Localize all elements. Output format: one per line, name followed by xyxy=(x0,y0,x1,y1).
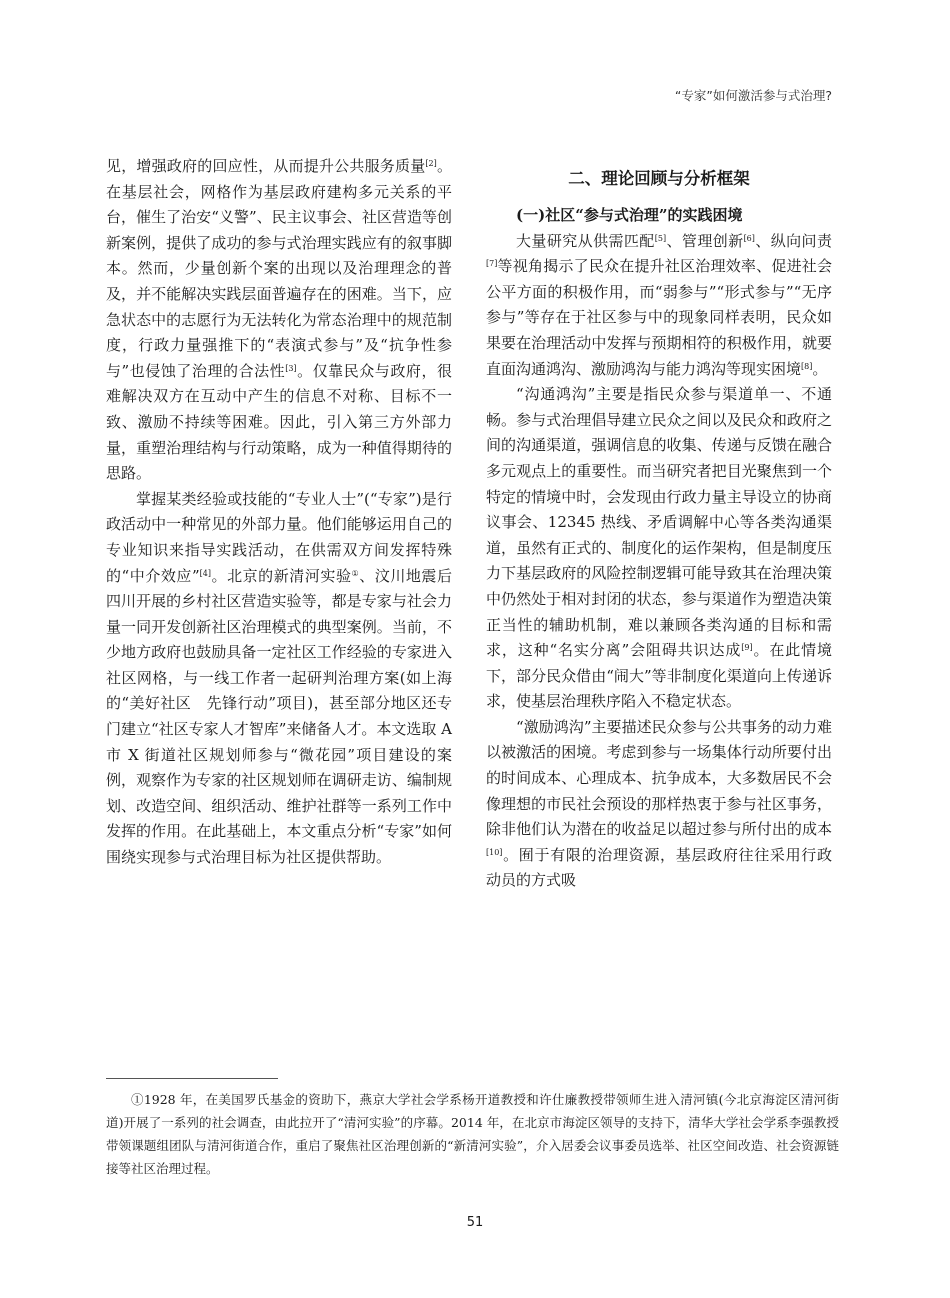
page-number: 51 xyxy=(466,1215,484,1230)
citation: [4] xyxy=(199,568,211,578)
citation: [8] xyxy=(801,361,813,371)
citation: [2] xyxy=(425,159,437,168)
paragraph: “沟通鸿沟”主要是指民众参与渠道单一、不通畅。参与式治理倡导建立民众之间以及民众和政府之间的沟通渠道，强调信息的收集、传递与反馈在融合多元观点上的重要性。而当研究者把目光聚焦到一个特定的情境中时，会发现由行政力量主导设立的协商议事会、12345 热线、矛盾调解中心等各类沟通渠道，虽然有正式的、制度化的运作架构，但是制度压力下基层政府的风险控制逻辑可能导致其在治理决策中仍然处于相对封闭的状态，参与渠道作为塑造决策正当性的辅助机制，难以兼顾各类沟通的目标和需求，这种“名实分离”会阻碍共识达成[9]。在此情境下，部分民众借由“闹大”等非制度化渠道向上传递诉求，使基层治理秩序陷入不稳定状态。 xyxy=(486,385,832,711)
right-column xyxy=(486,154,832,894)
footnote-divider xyxy=(106,1078,278,1079)
footnote: ①1928 年，在美国罗氏基金的资助下，燕京大学社会学系杨开道教授和许仕廉教授带领师生进入清河镇(今北京海淀区清河街道)开展了一系列的社会调查，由此拉开了“清河实验”的序幕。2014 年，在北京市海淀区领导的支持下，清华大学社会学系李强教授带领课题组团队与清河街道合作，重启了聚焦社区治理创新的“新清河实验”，介入居委会议事委员选举、社区空间改造、社会资源链接等社区治理过程。 xyxy=(106,1092,839,1176)
footnote-mark: ① xyxy=(351,568,360,578)
paragraph: “激励鸿沟”主要描述民众参与公共事务的动力难以被激活的困境。考虑到参与一场集体行动所要付出的时间成本、心理成本、抗争成本，大多数居民不会像理想的市民社会预设的那样热衷于参与社区事务，除非他们认为潜在的收益足以超过参与所付出的成本[10]。囿于有限的治理资源，基层政府往往采用行政动员的方式吸 xyxy=(486,717,832,890)
citation: [3] xyxy=(285,363,297,373)
paragraph: 大量研究从供需匹配[5]、管理创新[6]、纵向问责[7]等视角揭示了民众在提升社区治理效率、促进社会公平方面的积极作用，而“弱参与”“形式参与”“无序参与”等存在于社区参与中的现象同样表明，民众如果要在治理活动中发挥与预期相符的积极作用，就要直面沟通鸿沟、激励鸿沟与能力鸿沟等现实困境[8]。 xyxy=(486,231,832,378)
running-head: “专家”如何激活参与式治理? xyxy=(674,88,832,103)
citation: [9] xyxy=(741,643,753,653)
citation: [7] xyxy=(486,259,498,269)
citation: [6] xyxy=(743,233,755,243)
left-column xyxy=(106,154,452,871)
paragraph: 掌握某类经验或技能的“专业人士”(“专家”)是行政活动中一种常见的外部力量。他们能够运用自己的专业知识来指导实践活动，在供需双方间发挥特殊的“中介效应”[4]。北京的新清河实验①、汶川地震后四川开展的乡村社区营造实验等，都是专家与社会力量一同开发创新社区治理模式的典型案例。当前，不少地方政府也鼓励具备一定社区工作经验的专家进入社区网格，与一线工作者一起研判治理方案(如上海的“美好社区 先锋行动”项目)，甚至部分地区还专门建立“社区专家人才智库”来储备人才。本文选取 A 市 X 街道社区规划师参与“微花园”项目建设的案例，观察作为专家的社区规划师在调研走访、编制规划、改造空间、组织活动、维护社群等一系列工作中发挥的作用。在此基础上，本文重点分析“专家”如何围绕实现参与式治理目标为社区提供帮助。 xyxy=(106,489,452,867)
paragraph: 见，增强政府的回应性，从而提升公共服务质量[2]。在基层社会，网格作为基层政府建构多元关系的平台，催生了治安“义警”、民主议事会、社区营造等创新案例，提供了成功的参与式治理实践应有的叙事脚本。然而，少量创新个案的出现以及治理理念的普及，并不能解决实践层面普遍存在的困难。当下，应急状态中的志愿行为无法转化为常态治理中的规范制度，行政力量强推下的“表演式参与”及“抗争性参与”也侵蚀了治理的合法性[3]。仅靠民众与政府，很难解决双方在互动中产生的信息不对称、目标不一致、激励不持续等困难。因此，引入第三方外部力量，重塑治理结构与行动策略，成为一种值得期待的思路。 xyxy=(106,157,452,483)
subsection-heading: (一)社区“参与式治理”的实践困境 xyxy=(516,206,743,224)
citation: [5] xyxy=(654,233,667,243)
section-heading: 二、理论回顾与分析框架 xyxy=(568,169,750,188)
citation: [10] xyxy=(486,847,503,857)
